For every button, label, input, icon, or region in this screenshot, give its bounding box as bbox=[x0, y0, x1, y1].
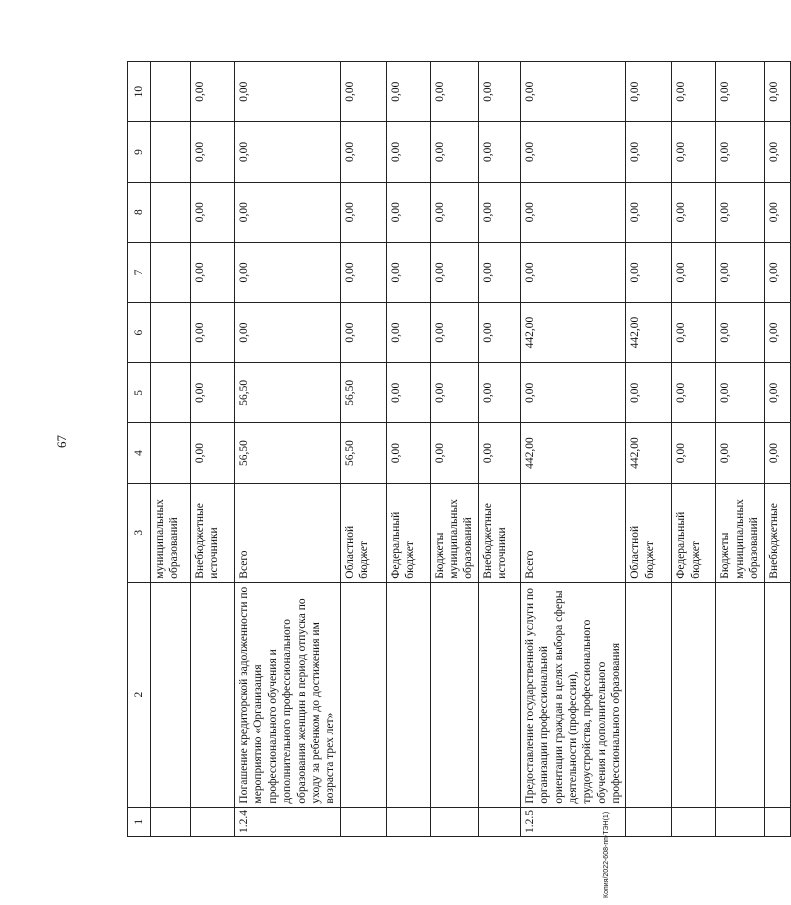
row-name-cell bbox=[340, 582, 386, 807]
row-name-cell: Предоставление государственной услуги по организации профессиональной ориентации граждан в целях выбора сферы деятельности (профессии), трудоустройства, профессионального обучения и дополнительного профессионального образования bbox=[520, 582, 626, 807]
header-cell: 5 bbox=[128, 363, 151, 423]
value-cell: 0,00 bbox=[764, 363, 790, 423]
value-cell: 0,00 bbox=[478, 303, 520, 363]
funding-source-cell: Бюджеты муниципальных образований bbox=[716, 483, 764, 582]
value-cell: 0,00 bbox=[626, 242, 672, 302]
value-cell: 56,50 bbox=[340, 363, 386, 423]
value-cell: 0,00 bbox=[191, 122, 235, 182]
value-cell: 0,00 bbox=[191, 62, 235, 122]
header-cell: 8 bbox=[128, 182, 151, 242]
header-cell: 10 bbox=[128, 62, 151, 122]
document-code: Копия/2022-608-пп-ТЭН(1) bbox=[603, 811, 610, 898]
value-cell: 0,00 bbox=[386, 242, 430, 302]
value-cell: 0,00 bbox=[340, 182, 386, 242]
value-cell: 0,00 bbox=[672, 423, 716, 483]
value-cell: 0,00 bbox=[191, 303, 235, 363]
value-cell: 0,00 bbox=[386, 303, 430, 363]
value-cell: 0,00 bbox=[430, 242, 478, 302]
value-cell: 0,00 bbox=[520, 363, 626, 423]
value-cell: 0,00 bbox=[478, 62, 520, 122]
value-cell: 0,00 bbox=[386, 62, 430, 122]
value-cell: 0,00 bbox=[386, 363, 430, 423]
header-cell: 3 bbox=[128, 483, 151, 582]
row-id-cell bbox=[478, 807, 520, 836]
header-cell: 4 bbox=[128, 423, 151, 483]
value-cell: 0,00 bbox=[626, 182, 672, 242]
value-cell: 0,00 bbox=[520, 242, 626, 302]
value-cell: 0,00 bbox=[235, 303, 341, 363]
value-cell: 0,00 bbox=[478, 363, 520, 423]
value-cell: 0,00 bbox=[386, 122, 430, 182]
value-cell: 0,00 bbox=[430, 423, 478, 483]
row-name-cell bbox=[151, 582, 191, 807]
value-cell: 0,00 bbox=[191, 363, 235, 423]
value-cell: 0,00 bbox=[478, 122, 520, 182]
value-cell: 56,50 bbox=[340, 423, 386, 483]
row-id-cell: 1.2.4 bbox=[235, 807, 341, 836]
row-id-cell bbox=[430, 807, 478, 836]
value-cell: 0,00 bbox=[764, 423, 790, 483]
value-cell: 0,00 bbox=[430, 303, 478, 363]
value-cell: 0,00 bbox=[520, 122, 626, 182]
value-cell: 0,00 bbox=[716, 242, 764, 302]
funding-source-cell: Федеральный бюджет bbox=[672, 483, 716, 582]
funding-source-cell: Всего bbox=[520, 483, 626, 582]
value-cell: 0,00 bbox=[520, 182, 626, 242]
value-cell bbox=[151, 303, 191, 363]
value-cell: 0,00 bbox=[520, 62, 626, 122]
value-cell: 0,00 bbox=[340, 242, 386, 302]
value-cell: 0,00 bbox=[235, 182, 341, 242]
header-cell: 6 bbox=[128, 303, 151, 363]
value-cell bbox=[151, 242, 191, 302]
row-id-cell bbox=[151, 807, 191, 836]
header-cell: 2 bbox=[128, 582, 151, 807]
value-cell: 0,00 bbox=[430, 182, 478, 242]
header-cell: 1 bbox=[128, 807, 151, 836]
value-cell: 0,00 bbox=[764, 303, 790, 363]
funding-source-cell: Внебюджетные источники bbox=[478, 483, 520, 582]
row-name-cell bbox=[716, 582, 764, 807]
value-cell: 56,50 bbox=[235, 423, 341, 483]
row-name-cell bbox=[672, 582, 716, 807]
funding-source-cell: Внебюджетные bbox=[764, 483, 790, 582]
row-id-cell bbox=[764, 807, 790, 836]
value-cell: 0,00 bbox=[478, 423, 520, 483]
funding-source-cell: Бюджеты муниципальных образований bbox=[430, 483, 478, 582]
row-name-cell bbox=[191, 582, 235, 807]
value-cell: 0,00 bbox=[191, 242, 235, 302]
value-cell: 442,00 bbox=[626, 303, 672, 363]
table-row bbox=[626, 62, 672, 837]
value-cell bbox=[151, 62, 191, 122]
value-cell: 0,00 bbox=[430, 62, 478, 122]
value-cell: 0,00 bbox=[235, 122, 341, 182]
value-cell: 0,00 bbox=[478, 182, 520, 242]
header-cell: 9 bbox=[128, 122, 151, 182]
value-cell: 442,00 bbox=[626, 423, 672, 483]
row-id-cell bbox=[716, 807, 764, 836]
value-cell: 0,00 bbox=[716, 303, 764, 363]
value-cell: 0,00 bbox=[672, 363, 716, 423]
value-cell: 0,00 bbox=[235, 242, 341, 302]
header-cell: 7 bbox=[128, 242, 151, 302]
row-id-cell: 1.2.5 bbox=[520, 807, 626, 836]
row-name-cell bbox=[626, 582, 672, 807]
row-id-cell bbox=[626, 807, 672, 836]
funding-source-cell: Областной бюджет bbox=[626, 483, 672, 582]
value-cell: 0,00 bbox=[764, 62, 790, 122]
funding-source-cell: Всего bbox=[235, 483, 341, 582]
value-cell: 0,00 bbox=[191, 423, 235, 483]
value-cell: 442,00 bbox=[520, 423, 626, 483]
page-number: 67 bbox=[54, 435, 69, 448]
table-row bbox=[430, 62, 478, 837]
value-cell: 0,00 bbox=[340, 303, 386, 363]
value-cell: 0,00 bbox=[672, 62, 716, 122]
row-id-cell bbox=[672, 807, 716, 836]
value-cell: 0,00 bbox=[764, 122, 790, 182]
row-id-cell bbox=[386, 807, 430, 836]
value-cell: 0,00 bbox=[340, 122, 386, 182]
value-cell: 0,00 bbox=[672, 122, 716, 182]
value-cell: 0,00 bbox=[430, 122, 478, 182]
table-row bbox=[235, 62, 341, 837]
value-cell: 0,00 bbox=[672, 242, 716, 302]
budget-table bbox=[127, 61, 791, 837]
value-cell: 0,00 bbox=[672, 303, 716, 363]
funding-source-cell: муниципальных образований bbox=[151, 483, 191, 582]
value-cell bbox=[151, 122, 191, 182]
value-cell: 0,00 bbox=[386, 182, 430, 242]
value-cell: 0,00 bbox=[764, 242, 790, 302]
row-id-cell bbox=[191, 807, 235, 836]
value-cell: 56,50 bbox=[235, 363, 341, 423]
value-cell: 0,00 bbox=[626, 122, 672, 182]
row-name-cell bbox=[386, 582, 430, 807]
value-cell: 442,00 bbox=[520, 303, 626, 363]
row-name-cell bbox=[478, 582, 520, 807]
value-cell: 0,00 bbox=[764, 182, 790, 242]
table-row bbox=[191, 62, 235, 837]
funding-source-cell: Внебюджетные источники bbox=[191, 483, 235, 582]
table-row bbox=[386, 62, 430, 837]
value-cell: 0,00 bbox=[386, 423, 430, 483]
row-id-cell bbox=[340, 807, 386, 836]
table-row bbox=[672, 62, 716, 837]
funding-source-cell: Федеральный бюджет bbox=[386, 483, 430, 582]
value-cell: 0,00 bbox=[430, 363, 478, 423]
row-name-cell bbox=[430, 582, 478, 807]
table-row bbox=[716, 62, 764, 837]
value-cell: 0,00 bbox=[672, 182, 716, 242]
value-cell: 0,00 bbox=[716, 363, 764, 423]
value-cell: 0,00 bbox=[626, 363, 672, 423]
row-name-cell bbox=[764, 582, 790, 807]
value-cell: 0,00 bbox=[716, 122, 764, 182]
value-cell bbox=[151, 423, 191, 483]
value-cell: 0,00 bbox=[340, 62, 386, 122]
value-cell bbox=[151, 363, 191, 423]
value-cell: 0,00 bbox=[716, 62, 764, 122]
table-row bbox=[478, 62, 520, 837]
value-cell: 0,00 bbox=[716, 182, 764, 242]
value-cell: 0,00 bbox=[626, 62, 672, 122]
value-cell: 0,00 bbox=[191, 182, 235, 242]
table-row bbox=[764, 62, 790, 837]
value-cell: 0,00 bbox=[716, 423, 764, 483]
value-cell: 0,00 bbox=[235, 62, 341, 122]
header-row bbox=[128, 62, 151, 837]
rotated-table-container bbox=[127, 61, 780, 837]
row-name-cell: Погашение кредиторской задолженности по мероприятию «Организация профессионального обучения и дополнительного профессионального образования женщин в период отпуска по уходу за ребенком до достижения им возраста трех лет» bbox=[235, 582, 341, 807]
table-row bbox=[520, 62, 626, 837]
funding-source-cell: Областной бюджет bbox=[340, 483, 386, 582]
value-cell: 0,00 bbox=[478, 242, 520, 302]
table-row bbox=[151, 62, 191, 837]
table-row bbox=[340, 62, 386, 837]
value-cell bbox=[151, 182, 191, 242]
